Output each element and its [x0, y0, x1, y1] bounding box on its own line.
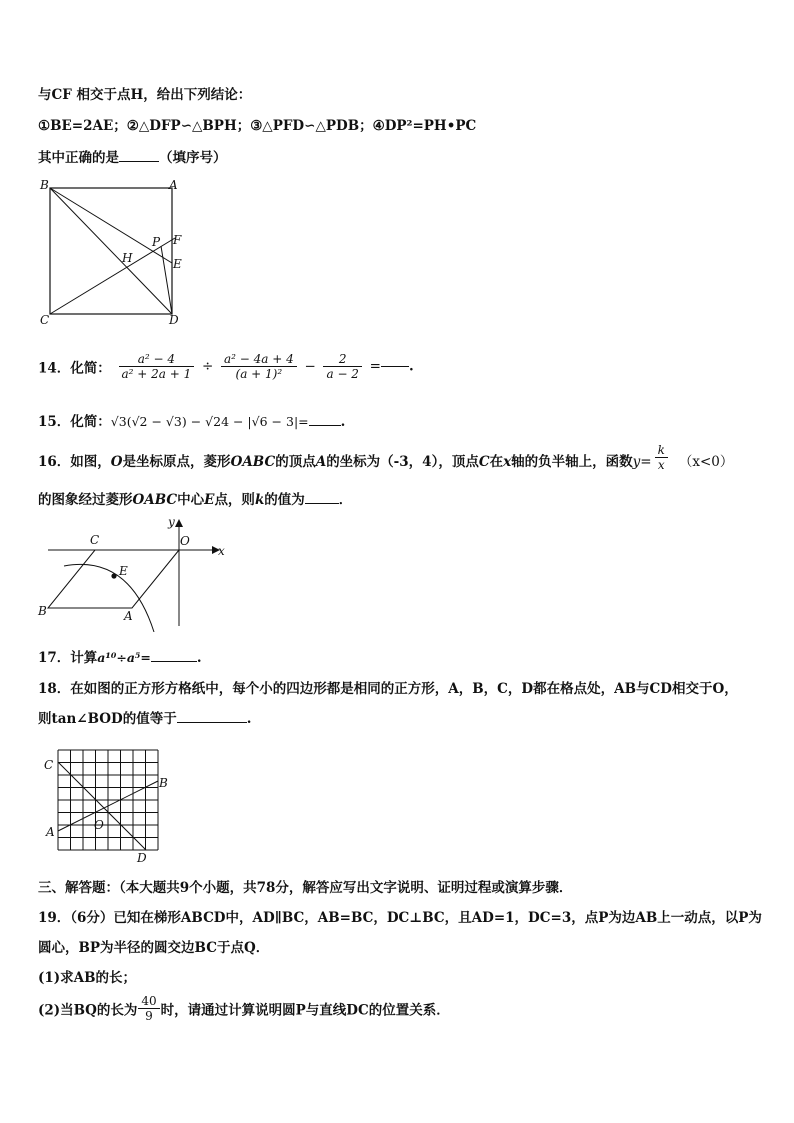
point-e — [111, 573, 116, 578]
q18-text: 则tan∠BOD的值等于 — [38, 711, 177, 727]
q17-tail: . — [196, 650, 202, 666]
q16-text: 的图象经过菱形 — [38, 492, 133, 508]
q13-ask-text: 其中正确的是 — [38, 150, 119, 166]
q16-line2 — [38, 488, 352, 508]
q16-text: 的值为 — [264, 492, 305, 508]
label-e: E — [173, 257, 182, 271]
label-h: H — [122, 251, 133, 265]
q13-intro: 与CF 相交于点H，给出下列结论： — [38, 87, 252, 103]
label-d: D — [169, 313, 179, 327]
q15-prefix: 15．化简： — [38, 414, 111, 430]
label-a: A — [46, 825, 55, 839]
label-o: O — [94, 818, 104, 832]
label-b: B — [159, 776, 168, 790]
q16-func-num: k — [655, 443, 668, 458]
q16-func-den: x — [657, 458, 665, 472]
rhombus-oabc — [48, 550, 179, 608]
q17-expr: a¹⁰÷a⁵= — [97, 650, 151, 665]
label-y: y — [168, 515, 175, 529]
q15-tail: . — [340, 414, 346, 430]
q19-frac-num: 40 — [138, 994, 159, 1009]
q16-var-oabc: OABC — [132, 492, 178, 508]
q16-text: 是坐标原点，菱形 — [122, 454, 231, 470]
q16-dot: ． — [338, 492, 353, 508]
q14-dot: . — [408, 358, 414, 375]
q16-text: 轴的负半轴上，函数 — [511, 454, 633, 470]
q13-ask-tail: （填序号） — [159, 150, 227, 166]
q18-line2 — [38, 707, 251, 727]
line-cf — [50, 238, 175, 314]
answer-blank[interactable] — [151, 661, 197, 662]
q18-tail: . — [246, 711, 252, 727]
q13-conclusions: ①BE=2AE；②△DFP∽△BPH；③△PFD∽△PDB；④DP²=PH•PC — [38, 118, 477, 134]
q14-f2-num: a² − 4a + 4 — [221, 352, 297, 367]
q14 — [38, 352, 414, 381]
label-c: C — [40, 313, 50, 327]
label-c: C — [90, 533, 100, 547]
q17 — [38, 646, 202, 666]
q14-op1: ÷ — [201, 358, 214, 375]
label-a: A — [169, 178, 178, 192]
q18-line1: 18．在如图的正方形方格纸中，每个小的四边形都是相同的正方形，A，B，C，D都在格点处，AB与CD相交于O， — [38, 681, 738, 697]
label-c: C — [44, 758, 54, 772]
q14-f2-den: (a + 1)² — [235, 367, 283, 381]
q19-line1: 19．（6分）已知在梯形ABCD中，AD∥BC，AB=BC，DC⊥BC，且AD=1，DC=3，点P为边AB上一动点，以P为 — [38, 910, 762, 926]
q16-text: 在 — [489, 454, 504, 470]
q19-part2 — [38, 994, 450, 1023]
label-b: B — [40, 178, 49, 192]
q14-f3-den: a − 2 — [326, 367, 359, 381]
q16-var-o: O — [110, 454, 123, 470]
q19-part2-text: (2)当BQ的长为 — [38, 1002, 138, 1019]
q16-text: 16．如图， — [38, 454, 111, 470]
q14-fraction-3 — [323, 352, 361, 381]
q16-var-a: A — [315, 454, 327, 470]
q14-f1-den: a² + 2a + 1 — [121, 367, 192, 381]
answer-blank[interactable] — [119, 161, 159, 162]
q16-var-e: E — [204, 492, 215, 508]
answer-blank[interactable] — [305, 503, 339, 504]
q16-domain: （x<0） — [678, 454, 734, 470]
q14-f1-num: a² − 4 — [119, 352, 195, 367]
q16-func-frac — [655, 443, 668, 472]
q16-var-c: C — [478, 454, 490, 470]
label-e: E — [119, 564, 128, 578]
q19-line2: 圆心，BP为半径的圆交边BC于点Q． — [38, 940, 270, 956]
q19-fraction — [138, 994, 159, 1023]
q16-text: 中心 — [177, 492, 205, 508]
label-x: x — [218, 544, 225, 558]
q15-expr: √3(√2 − √3) − √24 − |√6 − 3|= — [110, 414, 309, 429]
label-d: D — [137, 851, 147, 865]
q16-var-k: k — [254, 492, 265, 508]
q16-text: 的顶点 — [275, 454, 316, 470]
line-be — [50, 188, 172, 263]
q14-prefix: 14．化简： — [38, 360, 111, 377]
q19-part2-text: 时，请通过计算说明圆P与直线DC的位置关系． — [160, 1002, 450, 1019]
q14-fraction-1 — [119, 352, 195, 381]
q14-fraction-2 — [221, 352, 297, 381]
q15 — [38, 410, 345, 430]
q19-part1: (1)求AB的长； — [38, 970, 137, 986]
section-heading: 三、解答题：（本大题共9个小题，共78分，解答应写出文字说明、证明过程或演算步骤． — [38, 880, 573, 896]
q16-var-oabc: OABC — [230, 454, 276, 470]
q13-figure — [36, 178, 196, 328]
answer-blank[interactable] — [309, 425, 341, 426]
label-o: O — [180, 534, 190, 548]
q18-figure — [38, 744, 178, 868]
grid — [58, 750, 158, 850]
q13-ask — [38, 146, 227, 166]
q16-text: 点，则 — [214, 492, 255, 508]
label-a: A — [124, 609, 133, 623]
q16-func-y: y= — [632, 454, 652, 470]
label-p: P — [152, 235, 161, 249]
q16-text: 的坐标为（-3，4），顶点 — [326, 454, 479, 470]
q16-line1 — [38, 443, 734, 472]
label-b: B — [38, 604, 47, 618]
label-f: F — [173, 233, 182, 247]
answer-blank[interactable] — [381, 366, 409, 367]
q19-frac-den: 9 — [145, 1009, 153, 1023]
q16-figure — [34, 514, 234, 632]
q14-op2: − — [304, 358, 316, 375]
answer-blank[interactable] — [177, 722, 247, 723]
q17-prefix: 17．计算 — [38, 650, 98, 666]
q16-var-x: x — [503, 454, 512, 470]
q14-f3-num: 2 — [323, 352, 361, 367]
q14-eq: = — [369, 358, 381, 375]
